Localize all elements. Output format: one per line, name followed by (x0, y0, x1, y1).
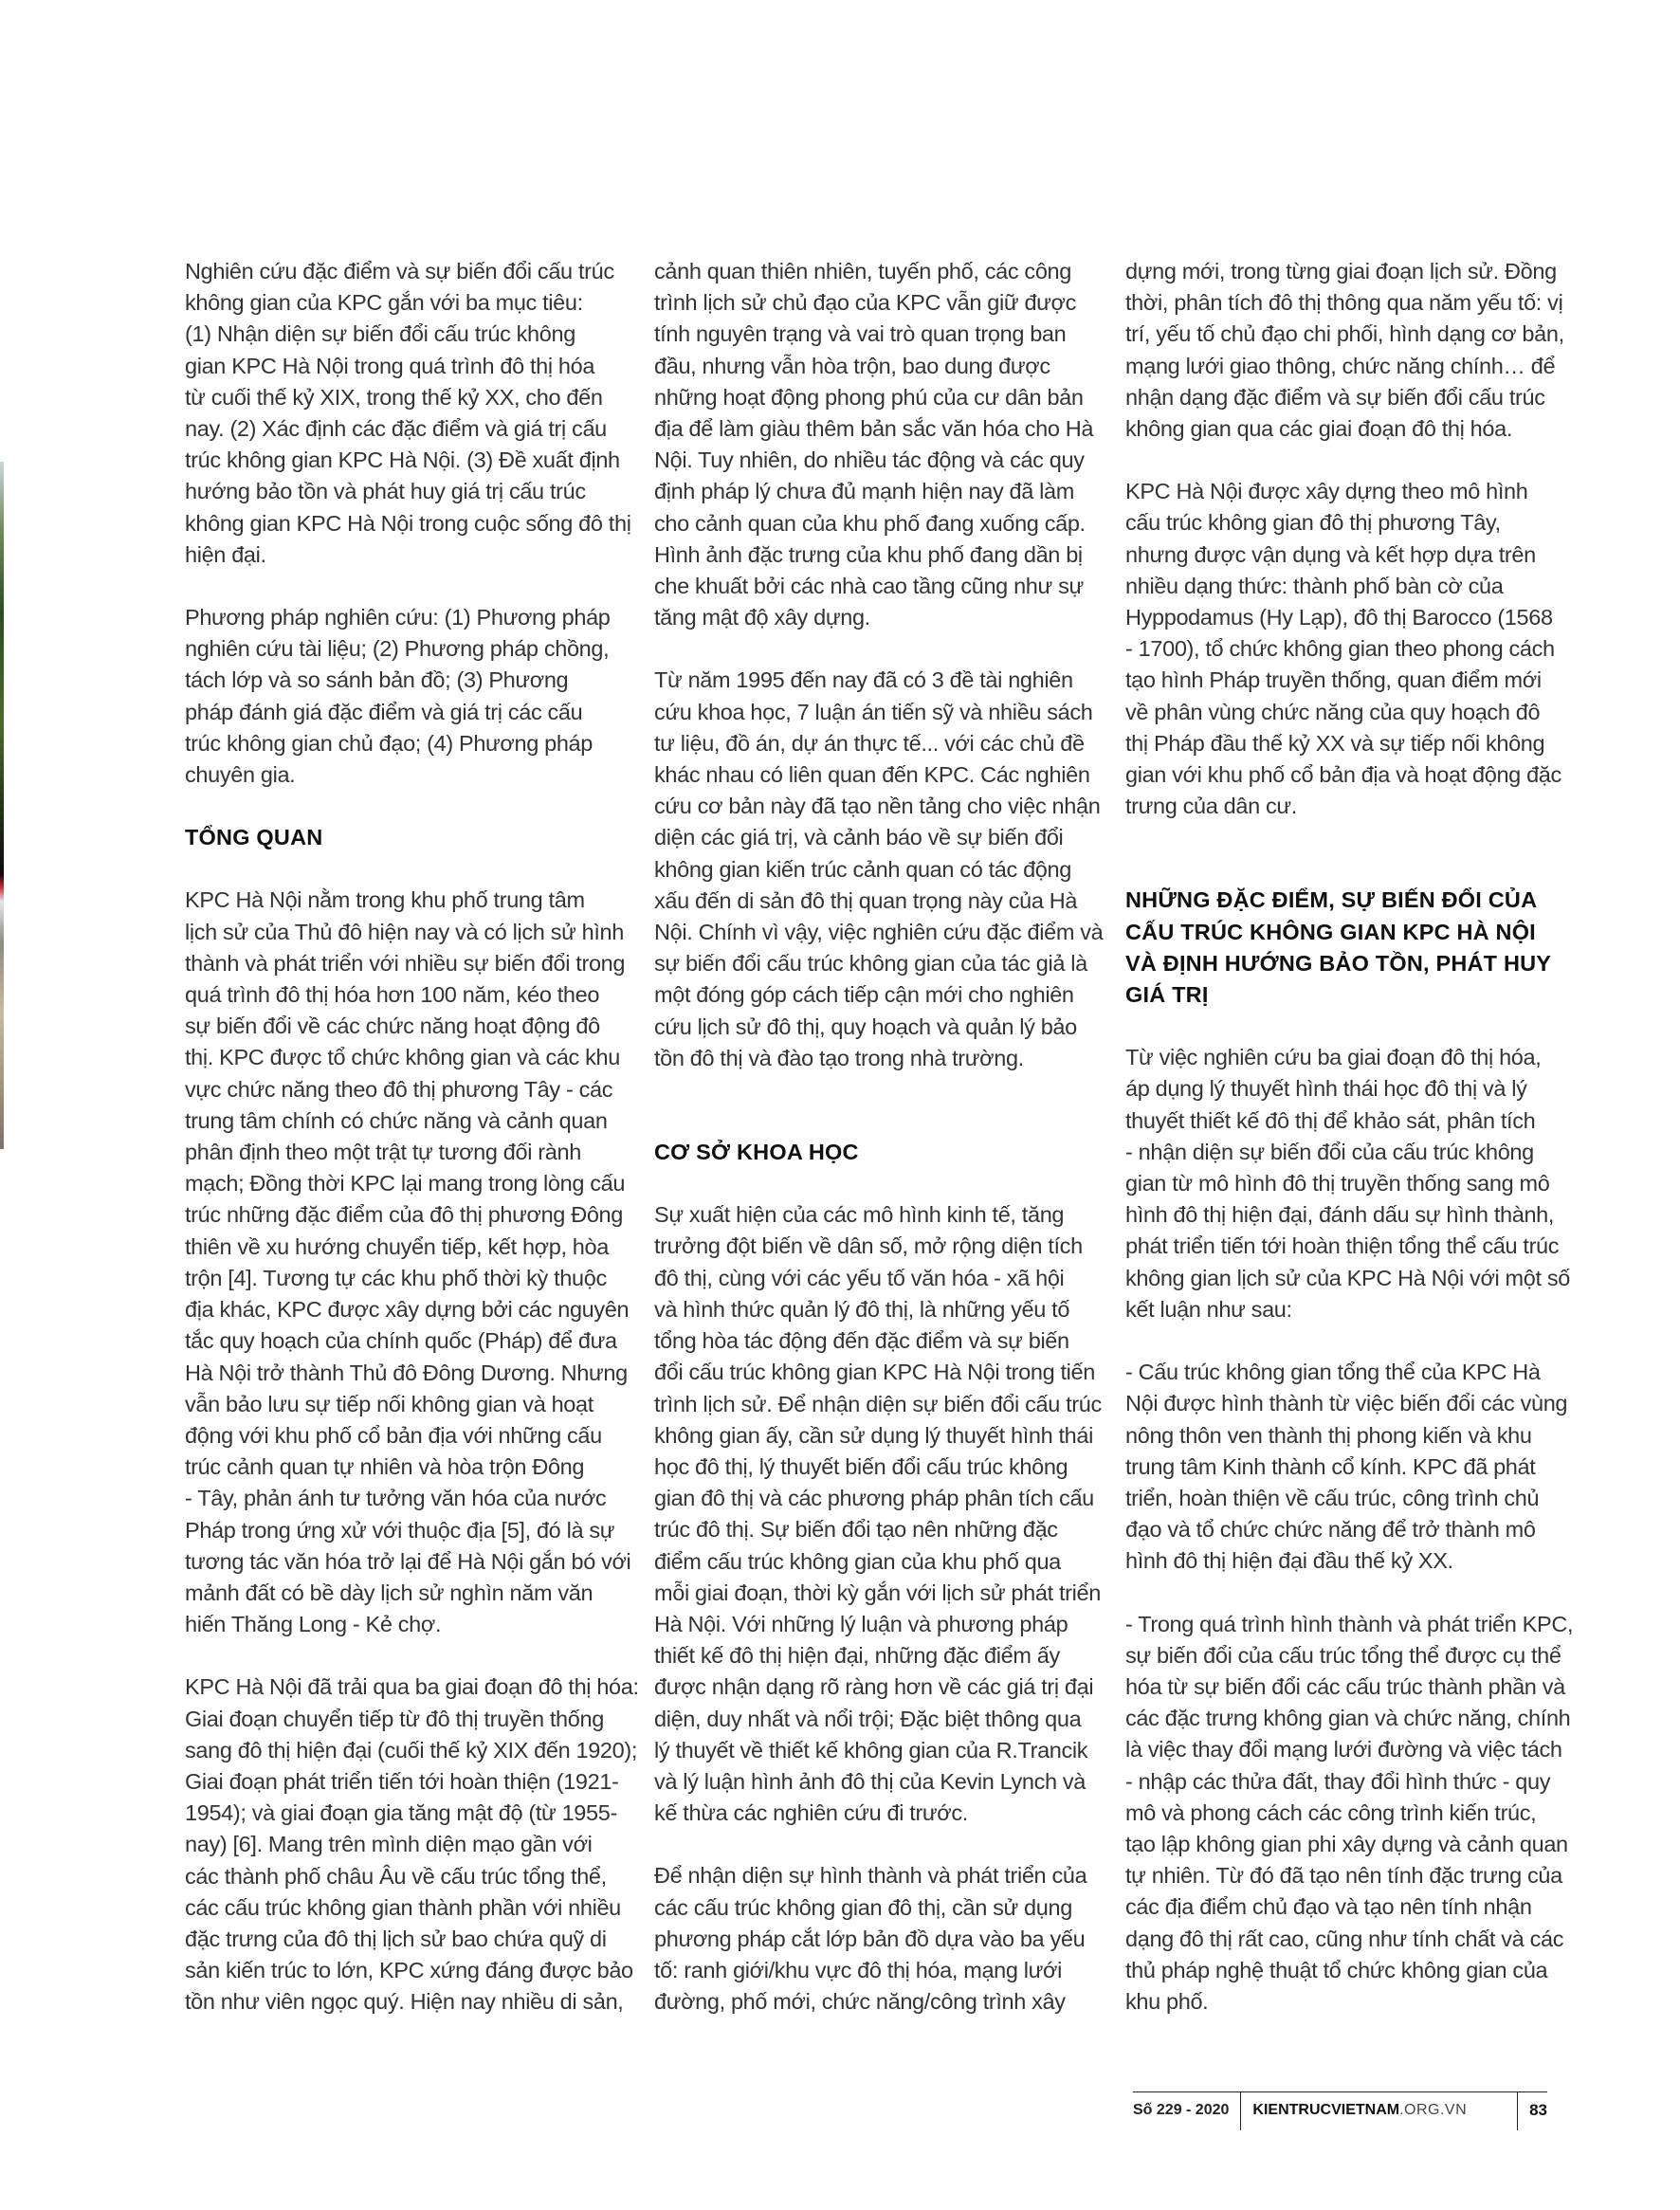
text-line: trưởng đột biến về dân số, mở rộng diện tích (654, 1233, 1083, 1259)
text-line: mảnh đất có bề dày lịch sử nghìn năm văn (185, 1580, 593, 1605)
issue-number: Số 229 - 2020 (1133, 2092, 1241, 2130)
text-line: trúc không gian chủ đạo; (4) Phương pháp (185, 730, 593, 756)
text-line: không gian lịch sử của KPC Hà Nội với một số (1125, 1265, 1570, 1290)
text-line: lịch sử của Thủ đô hiện nay và có lịch sử hình (185, 919, 624, 944)
text-line: áp dụng lý thuyết hình thái học đô thị và lý (1125, 1076, 1527, 1102)
text-line: Hyppodamus (Hy Lạp), đô thị Barocco (1568 (1125, 605, 1553, 630)
paragraph-spacer (1125, 1325, 1557, 1357)
column-3 (1125, 256, 1574, 2018)
text-line: tồn như viên ngọc quý. Hiện nay nhiều di sản, (185, 1989, 624, 2015)
text-line: thời, phân tích đô thị thông qua năm yếu tố: vị (1125, 290, 1563, 316)
text-line: lý thuyết về thiết kế không gian của R.Trancik (654, 1737, 1088, 1763)
text-line: hướng bảo tồn và phát huy giá trị cấu trúc (185, 479, 586, 504)
text-line: nhiều dạng thức: thành phố bàn cờ của (1125, 573, 1504, 598)
text-line: Nội được hình thành từ việc biến đổi các vùng (1125, 1391, 1568, 1416)
text-line: về phân vùng chức năng của quy hoạch đô (1125, 699, 1541, 724)
text-line: pháp đánh giá đặc điểm và giá trị các cấu (185, 699, 583, 724)
text-line: cứu cơ bản này đã tạo nền tảng cho việc nhận (654, 794, 1101, 819)
text-line: động với khu phố cổ bản địa với những cấu (185, 1422, 602, 1448)
text-line: đổi cấu trúc không gian KPC Hà Nội trong tiến (654, 1360, 1095, 1385)
body-paragraph (1125, 476, 1561, 822)
text-line: (1) Nhận diện sự biến đổi cấu trúc không (185, 321, 575, 347)
text-line: Pháp trong ứng xử với thuộc địa [5], đó là sự (185, 1517, 615, 1543)
body-paragraph (185, 885, 631, 1640)
text-line: trúc đô thị. Sự biến đổi tạo nên những đặc (654, 1517, 1058, 1543)
text-line: điểm cấu trúc không gian của khu phố qua (654, 1548, 1061, 1574)
paragraph-spacer (185, 571, 616, 602)
site-name-domain: .ORG.VN (1399, 2102, 1468, 2118)
body-paragraph (654, 256, 1094, 633)
text-line: nhận dạng đặc điểm và sự biến đổi cấu trúc (1125, 384, 1545, 410)
text-line: thành và phát triển với nhiều sự biến đổi trong (185, 950, 626, 976)
text-line: quá trình đô thị hóa hơn 100 năm, kéo theo (185, 982, 600, 1008)
text-line: hình đô thị hiện đại, đánh dấu sự hình thành, (1125, 1202, 1555, 1228)
text-line: không gian KPC Hà Nội trong cuộc sống đô thị (185, 510, 631, 536)
text-line: 1954); và giai đoạn gia tăng mật độ (từ 1955- (185, 1800, 617, 1826)
text-line: khu phố. (1125, 1988, 1209, 2014)
text-line: đạo và tổ chức chức năng để trở thành mô (1125, 1517, 1536, 1543)
text-line: CƠ SỞ KHOA HỌC (654, 1140, 859, 1165)
text-line: sản kiến trúc to lớn, KPC xứng đáng được bảo (185, 1958, 633, 1983)
text-line: Giai đoạn phát triển tiến tới hoàn thiện (1921- (185, 1768, 619, 1794)
text-line: địa để làm giàu thêm bản sắc văn hóa cho Hà (654, 416, 1094, 442)
text-line: định pháp lý chưa đủ mạnh hiện nay đã làm (654, 479, 1074, 504)
body-paragraph (185, 602, 616, 791)
text-line: Giai đoạn chuyển tiếp từ đô thị truyền thống (185, 1706, 604, 1731)
text-line: mô và phong cách các công trình kiến trúc, (1125, 1799, 1537, 1825)
text-line: tính nguyên trạng và vai trò quan trọng ban (654, 321, 1067, 347)
page-number: 83 (1529, 2101, 1547, 2119)
text-line: - Trong quá trình hình thành và phát triển KPC, (1125, 1611, 1574, 1636)
text-line: trung tâm Kinh thành cổ kính. KPC đã phát (1125, 1453, 1536, 1479)
section-heading (185, 822, 616, 853)
paragraph-spacer (185, 1640, 616, 1671)
text-line: VÀ ĐỊNH HƯỚNG BẢO TỒN, PHÁT HUY (1125, 950, 1552, 976)
text-line: diện, duy nhất và nổi trội; Đặc biệt thông qua (654, 1706, 1082, 1731)
text-line: Nội. Tuy nhiên, do nhiều tác động và các quy (654, 447, 1085, 473)
text-line: diện các giá trị, và cảnh báo về sự biến đổi (654, 825, 1064, 850)
text-line: trình lịch sử chủ đạo của KPC vẫn giữ được (654, 290, 1077, 316)
text-line: trộn [4]. Tương tự các khu phố thời kỳ thuộc (185, 1265, 607, 1290)
text-line: GIÁ TRỊ (1125, 982, 1209, 1008)
text-line: sự biến đổi về các chức năng hoạt động đô (185, 1014, 600, 1039)
text-line: tố: ranh giới/khu vực đô thị hóa, mạng lưới (654, 1957, 1062, 1982)
text-line: học đô thị, lý thuyết biến đổi cấu trúc không (654, 1453, 1068, 1479)
text-line: cho cảnh quan của khu phố đang xuống cấp. (654, 510, 1086, 536)
text-line: cứu lịch sử đô thị, quy hoạch và quản lý bảo (654, 1014, 1077, 1039)
text-line: KPC Hà Nội nằm trong khu phố trung tâm (185, 887, 585, 913)
text-line: các đặc trưng không gian và chức năng, chính (1125, 1706, 1571, 1731)
text-line: Hà Nội. Với những lý luận và phương pháp (654, 1611, 1068, 1636)
text-line: một đóng góp cách tiếp cận mới cho nghiên (654, 982, 1074, 1008)
paragraph-spacer (185, 791, 616, 822)
text-line: trí, yếu tố chủ đạo chi phối, hình dạng cơ bản, (1125, 321, 1564, 347)
body-paragraph (185, 1671, 639, 2018)
text-line: thủ pháp nghệ thuật tổ chức không gian của (1125, 1957, 1548, 1982)
text-line: sự biến đổi cấu trúc không gian của tác giả là (654, 951, 1087, 977)
text-line: địa khác, KPC được xây dựng bởi các nguyên (185, 1297, 630, 1323)
text-line: và lý luận hình ảnh đô thị của Kevin Lynch và (654, 1768, 1086, 1794)
page-footer (1133, 2091, 1547, 2130)
paragraph-spacer (1125, 1578, 1557, 1609)
text-line: các cấu trúc không gian thành phần với nhiều (185, 1894, 621, 1920)
text-line: nhưng được vận dụng và kết hợp dựa trên (1125, 541, 1536, 567)
text-line: nghiên cứu tài liệu; (2) Phương pháp chồng, (185, 636, 610, 662)
body-paragraph (1125, 1609, 1574, 2018)
text-line: các địa điểm chủ đạo và tạo nên tính nhận (1125, 1894, 1532, 1920)
text-line: xấu đến di sản đô thị quan trọng này của Hà (654, 887, 1078, 913)
text-line: dựng mới, trong từng giai đoạn lịch sử. Đồng (1125, 259, 1557, 283)
text-line: che khuất bởi các nhà cao tầng cũng như sự (654, 574, 1084, 599)
text-line: phát triển tiến tới hoàn thiện tổng thể cấu trúc (1125, 1233, 1560, 1259)
text-line: được nhận dạng rõ ràng hơn về các giá trị đại (654, 1674, 1094, 1700)
text-line: triển, hoàn thiện về cấu trúc, công trình chủ (1125, 1485, 1540, 1510)
paragraph-spacer (1125, 445, 1557, 476)
text-line: - nhập các thửa đất, thay đổi hình thức - quy (1125, 1768, 1551, 1794)
paragraph-spacer (654, 1074, 1086, 1137)
body-paragraph (185, 256, 631, 571)
text-line: không gian ấy, cần sử dụng lý thuyết hình thái (654, 1422, 1093, 1448)
body-paragraph (654, 1199, 1102, 1829)
paragraph-spacer (654, 633, 1086, 665)
text-line: hình đô thị hiện đại đầu thế kỷ XX. (1125, 1548, 1453, 1574)
text-line: tách lớp và so sánh bản đồ; (3) Phương (185, 667, 569, 693)
body-paragraph (1125, 1042, 1570, 1325)
text-line: đầu, nhưng vẫn hòa trộn, bao dung được (654, 353, 1050, 378)
text-line: nay) [6]. Mang trên mình diện mạo gần với (185, 1832, 593, 1857)
text-line: mạch; Đồng thời KPC lại mang trong lòng cấu (185, 1171, 626, 1196)
text-line: những hoạt động phong phú của cư dân bản (654, 384, 1084, 410)
text-line: kế thừa các nghiên cứu đi trước. (654, 1800, 968, 1826)
body-paragraph (1125, 256, 1564, 445)
text-line: khác nhau có liên quan đến KPC. Các nghiên (654, 762, 1090, 788)
text-line: tự nhiên. Từ đó đã tạo nên tính đặc trưng của (1125, 1863, 1562, 1889)
text-line: Nội. Chính vì vậy, việc nghiên cứu đặc điểm và (654, 920, 1104, 945)
text-line: nay. (2) Xác định các đặc điểm và giá trị cấu (185, 416, 607, 442)
text-line: NHỮNG ĐẶC ĐIỂM, SỰ BIẾN ĐỔI CỦA (1125, 887, 1538, 913)
text-line: từ cuối thế kỷ XIX, trong thế kỷ XX, cho đến (185, 384, 603, 410)
text-line: CẤU TRÚC KHÔNG GIAN KPC HÀ NỘI (1125, 919, 1536, 944)
paragraph-spacer (1125, 822, 1557, 885)
text-line: là việc thay đổi mạng lưới đường và việc tách (1125, 1737, 1562, 1763)
text-line: hóa từ sự biến đổi các cấu trúc thành phần và (1125, 1673, 1565, 1699)
text-line: trúc những đặc điểm của đô thị phương Đông (185, 1202, 623, 1228)
text-line: tồn đô thị và đào tạo trong nhà trường. (654, 1045, 1024, 1070)
body-paragraph (654, 1860, 1086, 2018)
text-line: Nghiên cứu đặc điểm và sự biến đổi cấu trúc (185, 259, 614, 283)
text-line: KPC Hà Nội được xây dựng theo mô hình (1125, 479, 1528, 504)
text-line: và hình thức quản lý đô thị, là những yếu tố (654, 1296, 1070, 1322)
text-line: mỗi giai đoạn, thời kỳ gắn với lịch sử phát triển (654, 1580, 1101, 1605)
text-line: cứu khoa học, 7 luận án tiến sỹ và nhiều sách (654, 699, 1093, 724)
text-line: đô thị, cùng với các yếu tố văn hóa - xã hội (654, 1265, 1065, 1290)
text-line: vực chức năng theo đô thị phương Tây - các (185, 1076, 613, 1102)
text-line: trình lịch sử. Để nhận diện sự biến đổi cấu trúc (654, 1391, 1102, 1416)
text-line: thuyết thiết kế đô thị để khảo sát, phân tích (1125, 1107, 1536, 1133)
section-heading (654, 1137, 1086, 1168)
text-line: Từ việc nghiên cứu ba giai đoạn đô thị hóa, (1125, 1045, 1542, 1070)
text-line: tạo hình Pháp truyền thống, quan điểm mới (1125, 667, 1542, 693)
text-line: Hà Nội trở thành Thủ đô Đông Dương. Nhưng (185, 1360, 628, 1385)
text-line: sang đô thị hiện đại (cuối thế kỷ XIX đến 1920); (185, 1737, 638, 1763)
column-1 (185, 256, 639, 2018)
text-line: gian đô thị và các phương pháp phân tích cấu (654, 1486, 1094, 1511)
text-line: tăng mật độ xây dựng. (654, 605, 870, 630)
text-line: tổng hòa tác động đến đặc điểm và sự biến (654, 1328, 1069, 1354)
text-line: vẫn bảo lưu sự tiếp nối không gian và hoạt (185, 1391, 593, 1416)
text-line: không gian kiến trúc cảnh quan có tác động (654, 856, 1071, 882)
text-line: - Tây, phản ánh tư tưởng văn hóa của nước (185, 1486, 607, 1511)
text-line: các cấu trúc không gian đô thị, cần sử dụng (654, 1894, 1072, 1920)
text-line: kết luận như sau: (1125, 1296, 1292, 1322)
text-line: - Cấu trúc không gian tổng thể của KPC Hà (1125, 1360, 1541, 1385)
photo-fragment (0, 462, 4, 1149)
text-line: sự biến đổi của cấu trúc tổng thể được cụ thể (1125, 1642, 1561, 1668)
section-heading (1125, 885, 1557, 1011)
text-line: thị Pháp đầu thế kỷ XX và sự tiếp nối không (1125, 730, 1545, 756)
text-line: không gian qua các giai đoạn đô thị hóa. (1125, 416, 1513, 442)
column-2 (654, 256, 1104, 2018)
text-line: Để nhận diện sự hình thành và phát triển của (654, 1863, 1087, 1889)
text-line: thiên về xu hướng chuyển tiếp, kết hợp, hòa (185, 1233, 609, 1259)
site-name[interactable] (1241, 2092, 1518, 2130)
text-line: Phương pháp nghiên cứu: (1) Phương pháp (185, 605, 611, 630)
text-line: gian từ mô hình đô thị truyền thống sang mô (1125, 1171, 1550, 1196)
text-line: - nhận diện sự biến đổi của cấu trúc không (1125, 1139, 1534, 1164)
text-line: đặc trưng của đô thị lịch sử bao chứa quỹ di (185, 1926, 607, 1951)
text-line: thiết kế đô thị hiện đại, những đặc điểm ấy (654, 1643, 1060, 1669)
text-line: không gian của KPC gắn với ba mục tiêu: (185, 290, 583, 316)
text-line: tư liệu, đồ án, dự án thực tế... với các chủ đề (654, 730, 1085, 756)
text-line: hiến Thăng Long - Kẻ chợ. (185, 1612, 442, 1637)
text-line: gian với khu phố cổ bản địa và hoạt động đặc (1125, 762, 1561, 788)
site-name-bold: KIENTRUCVIETNAM (1252, 2102, 1400, 2118)
text-line: - 1700), tổ chức không gian theo phong cách (1125, 636, 1555, 662)
text-line: Hình ảnh đặc trưng của khu phố đang dần bị (654, 541, 1083, 567)
text-line: thị. KPC được tổ chức không gian và các khu (185, 1045, 620, 1070)
text-line: trưng của dân cư. (1125, 794, 1297, 819)
paragraph-spacer (654, 1168, 1086, 1199)
text-line: hiện đại. (185, 541, 266, 567)
text-line: cấu trúc không gian đô thị phương Tây, (1125, 510, 1501, 536)
text-line: chuyên gia. (185, 762, 296, 788)
body-paragraph (1125, 1357, 1568, 1577)
text-line: tạo lập không gian phi xây dựng và cảnh quan (1125, 1831, 1568, 1856)
text-line: trúc không gian KPC Hà Nội. (3) Đề xuất định (185, 447, 620, 473)
text-line: nông thôn ven thành thị phong kiến và khu (1125, 1422, 1532, 1448)
text-line: tương tác văn hóa trở lại để Hà Nội gắn bó với (185, 1548, 631, 1574)
text-line: trúc cảnh quan tự nhiên và hòa trộn Đông (185, 1454, 585, 1480)
text-line: Từ năm 1995 đến nay đã có 3 đề tài nghiên (654, 667, 1073, 693)
paragraph-spacer (654, 1829, 1086, 1860)
text-line: mạng lưới giao thông, chức năng chính… để (1125, 353, 1556, 378)
text-line: trung tâm chính có chức năng và cảnh quan (185, 1107, 608, 1133)
text-line: Sự xuất hiện của các mô hình kinh tế, tăng (654, 1202, 1065, 1228)
text-line: cảnh quan thiên nhiên, tuyến phố, các công (654, 259, 1071, 283)
text-line: tắc quy hoạch của chính quốc (Pháp) để đưa (185, 1328, 617, 1354)
text-line: các thành phố châu Âu về cấu trúc tổng thể, (185, 1863, 607, 1889)
text-line: KPC Hà Nội đã trải qua ba giai đoạn đô thị hóa: (185, 1674, 639, 1700)
text-line: phân định theo một trật tự tương đối rành (185, 1140, 581, 1165)
paragraph-spacer (185, 853, 616, 885)
text-line: TỔNG QUAN (185, 825, 323, 850)
body-paragraph (654, 665, 1104, 1074)
text-line: đường, phố mới, chức năng/công trình xây (654, 1989, 1066, 2015)
text-line: phương pháp cắt lớp bản đồ dựa vào ba yếu (654, 1926, 1086, 1951)
text-line: gian KPC Hà Nội trong quá trình đô thị hóa (185, 353, 595, 378)
paragraph-spacer (1125, 1011, 1557, 1042)
text-line: dạng đô thị rất cao, cũng như tính chất và các (1125, 1926, 1564, 1951)
